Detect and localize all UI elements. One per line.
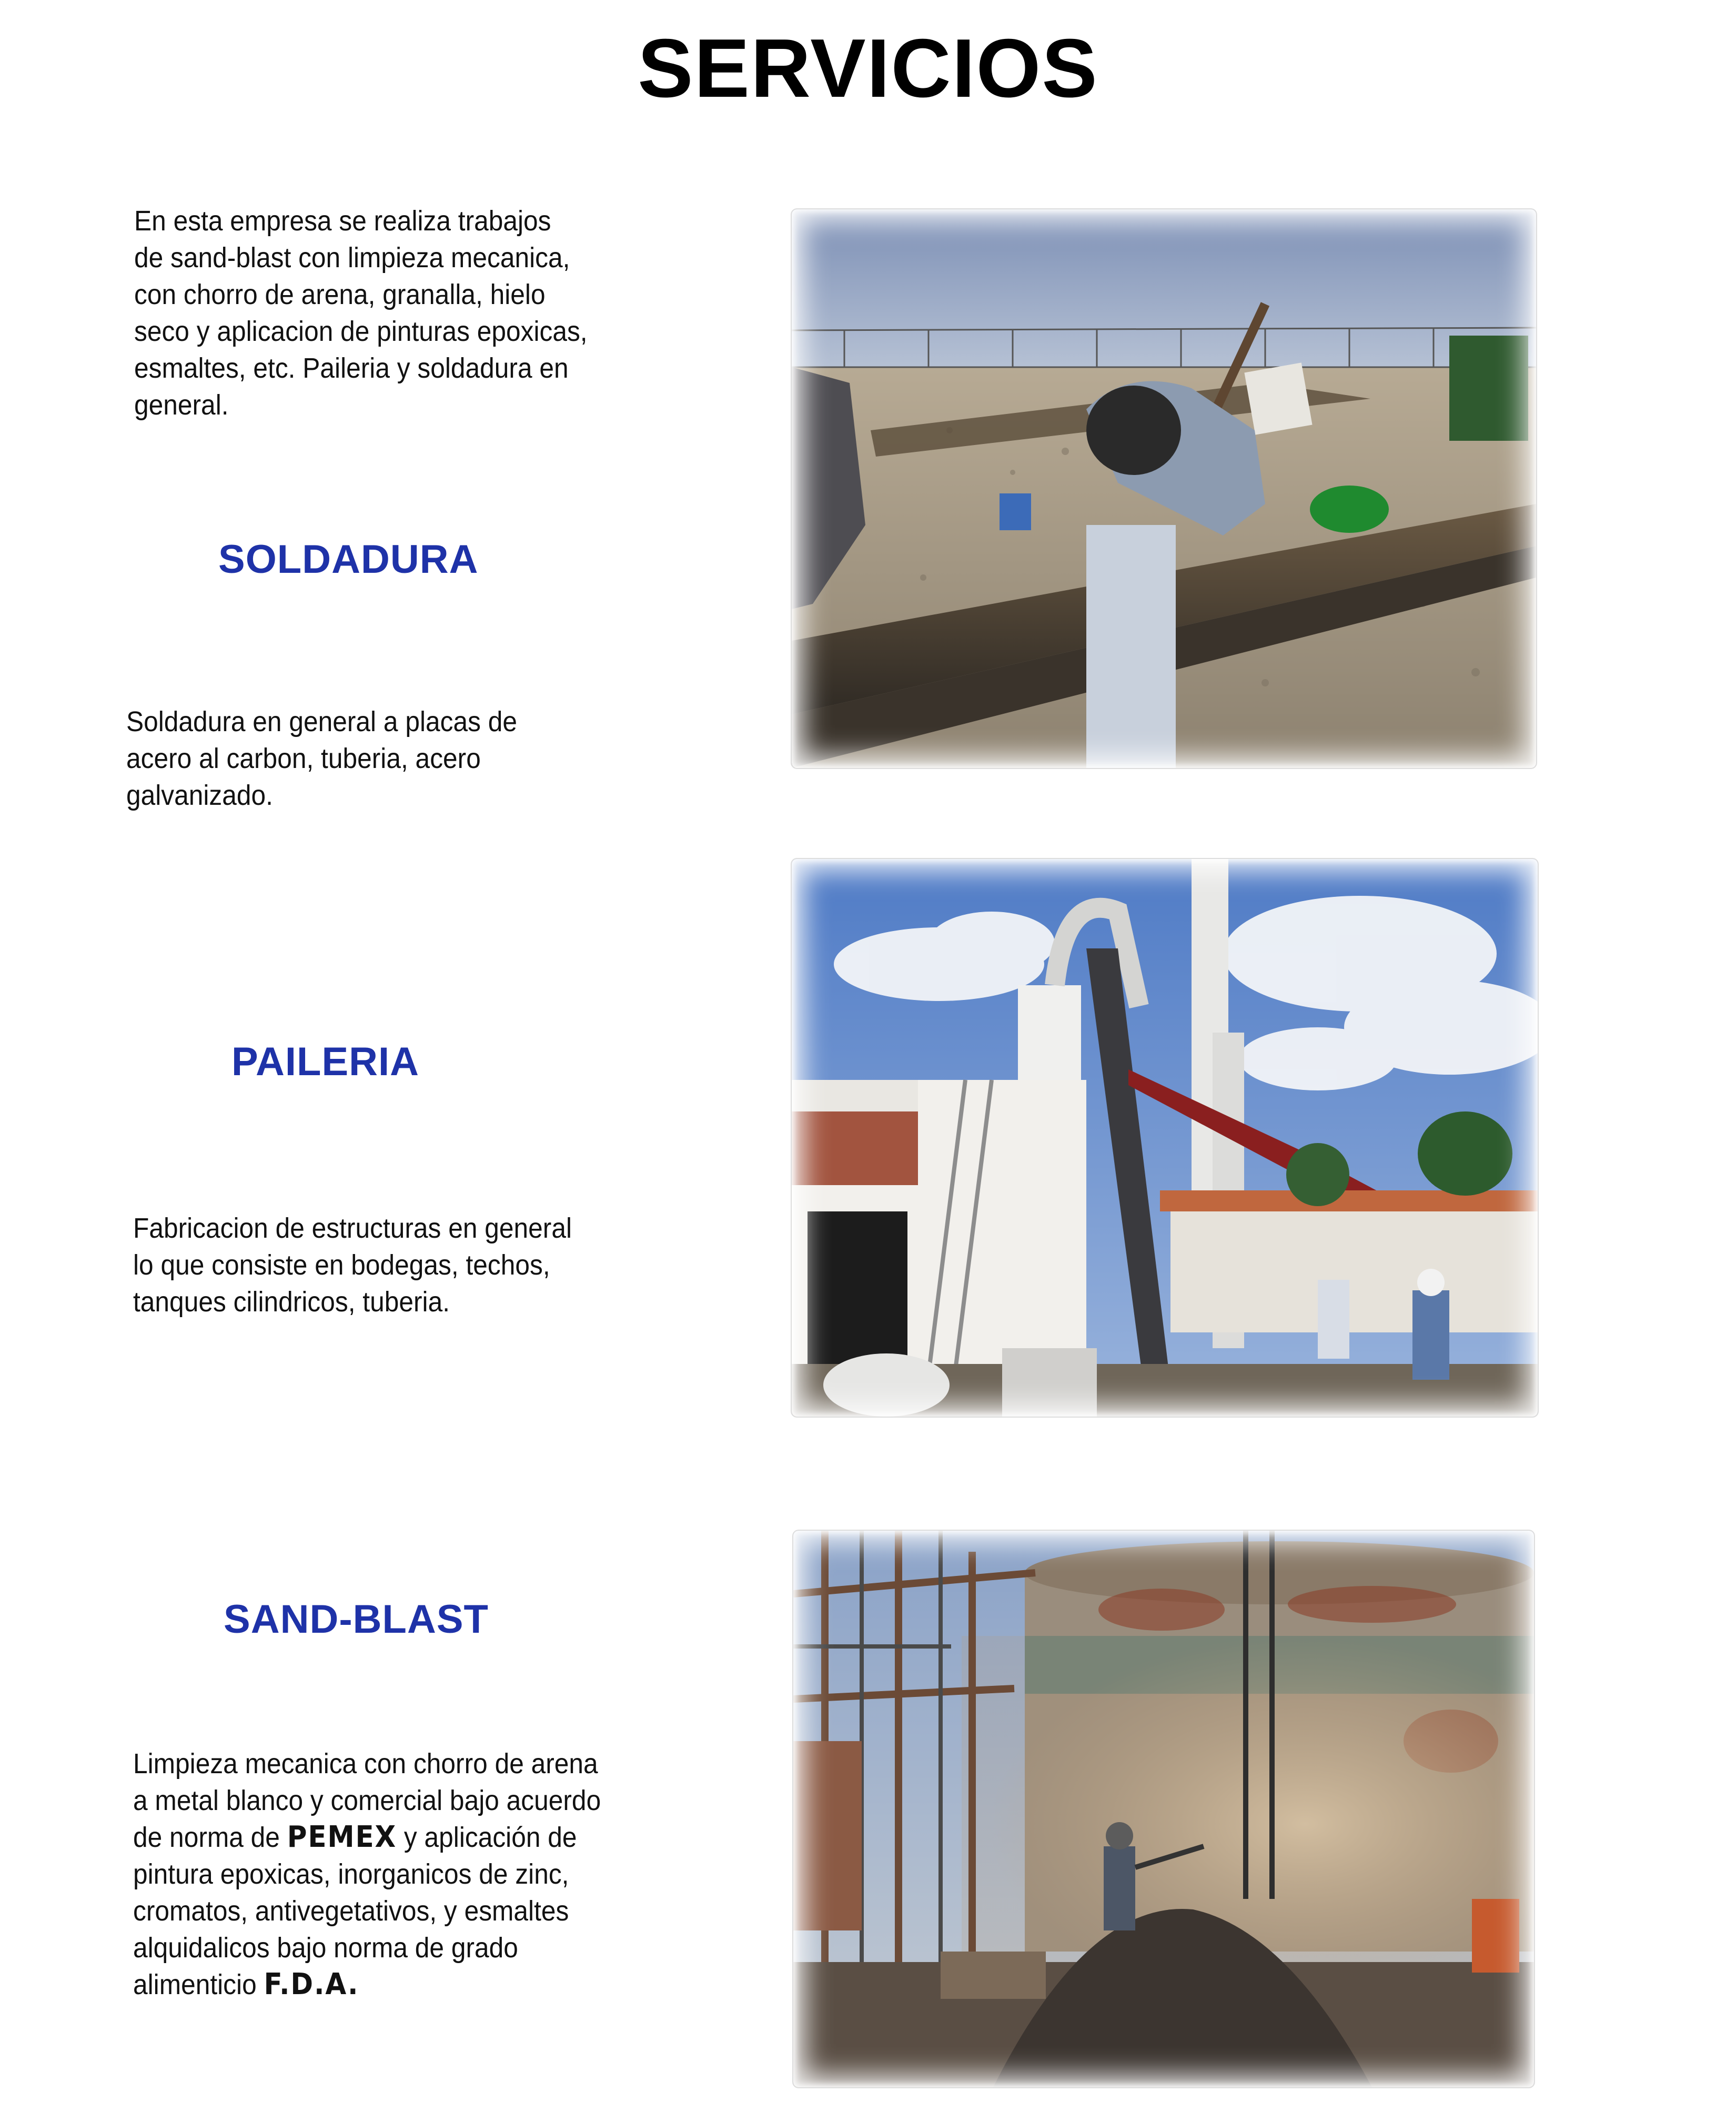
sand-blast-line-part: y aplicación de — [397, 1822, 577, 1853]
soldadura-photo — [792, 209, 1536, 768]
sand-blasting-scene-image — [793, 1531, 1534, 2087]
intro-line: con chorro de arena, granalla, hielo — [134, 279, 546, 310]
paileria-line: tanques cilindricos, tuberia. — [133, 1286, 450, 1318]
paileria-description — [133, 1210, 572, 1320]
soldadura-line: acero al carbon, tuberia, acero — [126, 743, 481, 774]
sand-blast-line — [133, 1966, 601, 2003]
intro-paragraph — [134, 203, 588, 423]
sand-blast-line-part: de norma de — [133, 1822, 287, 1853]
intro-line: de sand-blast con limpieza mecanica, — [134, 242, 570, 274]
sand-blast-line: Limpieza mecanica con chorro de arena — [133, 1748, 598, 1780]
sand-blast-heading: SAND-BLAST — [224, 1597, 489, 1642]
sand-blast-line: pintura epoxicas, inorganicos de zinc, — [133, 1858, 569, 1890]
soldadura-description — [126, 703, 517, 814]
welding-scene-image — [792, 209, 1536, 768]
soldadura-heading: SOLDADURA — [218, 537, 479, 582]
paileria-line: lo que consiste en bodegas, techos, — [133, 1249, 550, 1281]
intro-line: esmaltes, etc. Paileria y soldadura en — [134, 352, 569, 384]
sand-blast-description — [133, 1745, 601, 2003]
sand-blast-photo — [793, 1531, 1534, 2087]
page-title: SERVICIOS — [638, 22, 1098, 115]
boilermaking-scene-image — [792, 859, 1538, 1417]
sand-blast-line: cromatos, antivegetativos, y esmaltes — [133, 1895, 569, 1927]
sand-blast-line: alquidalicos bajo norma de grado — [133, 1932, 518, 1964]
fda-label: F.D.A. — [264, 1967, 359, 2001]
intro-line: general. — [134, 389, 229, 421]
paileria-line: Fabricacion de estructuras en general — [133, 1212, 572, 1244]
sand-blast-line: a metal blanco y comercial bajo acuerdo — [133, 1785, 601, 1816]
pemex-label: PEMEX — [287, 1820, 397, 1854]
soldadura-line: Soldadura en general a placas de — [126, 706, 518, 737]
intro-line: En esta empresa se realiza trabajos — [134, 205, 551, 237]
sand-blast-line — [133, 1819, 601, 1856]
paileria-photo — [792, 859, 1538, 1417]
intro-line: seco y aplicacion de pinturas epoxicas, — [134, 316, 588, 347]
soldadura-line: galvanizado. — [126, 780, 273, 811]
sand-blast-line-part: alimenticio — [133, 1969, 264, 2000]
paileria-heading: PAILERIA — [231, 1039, 420, 1084]
